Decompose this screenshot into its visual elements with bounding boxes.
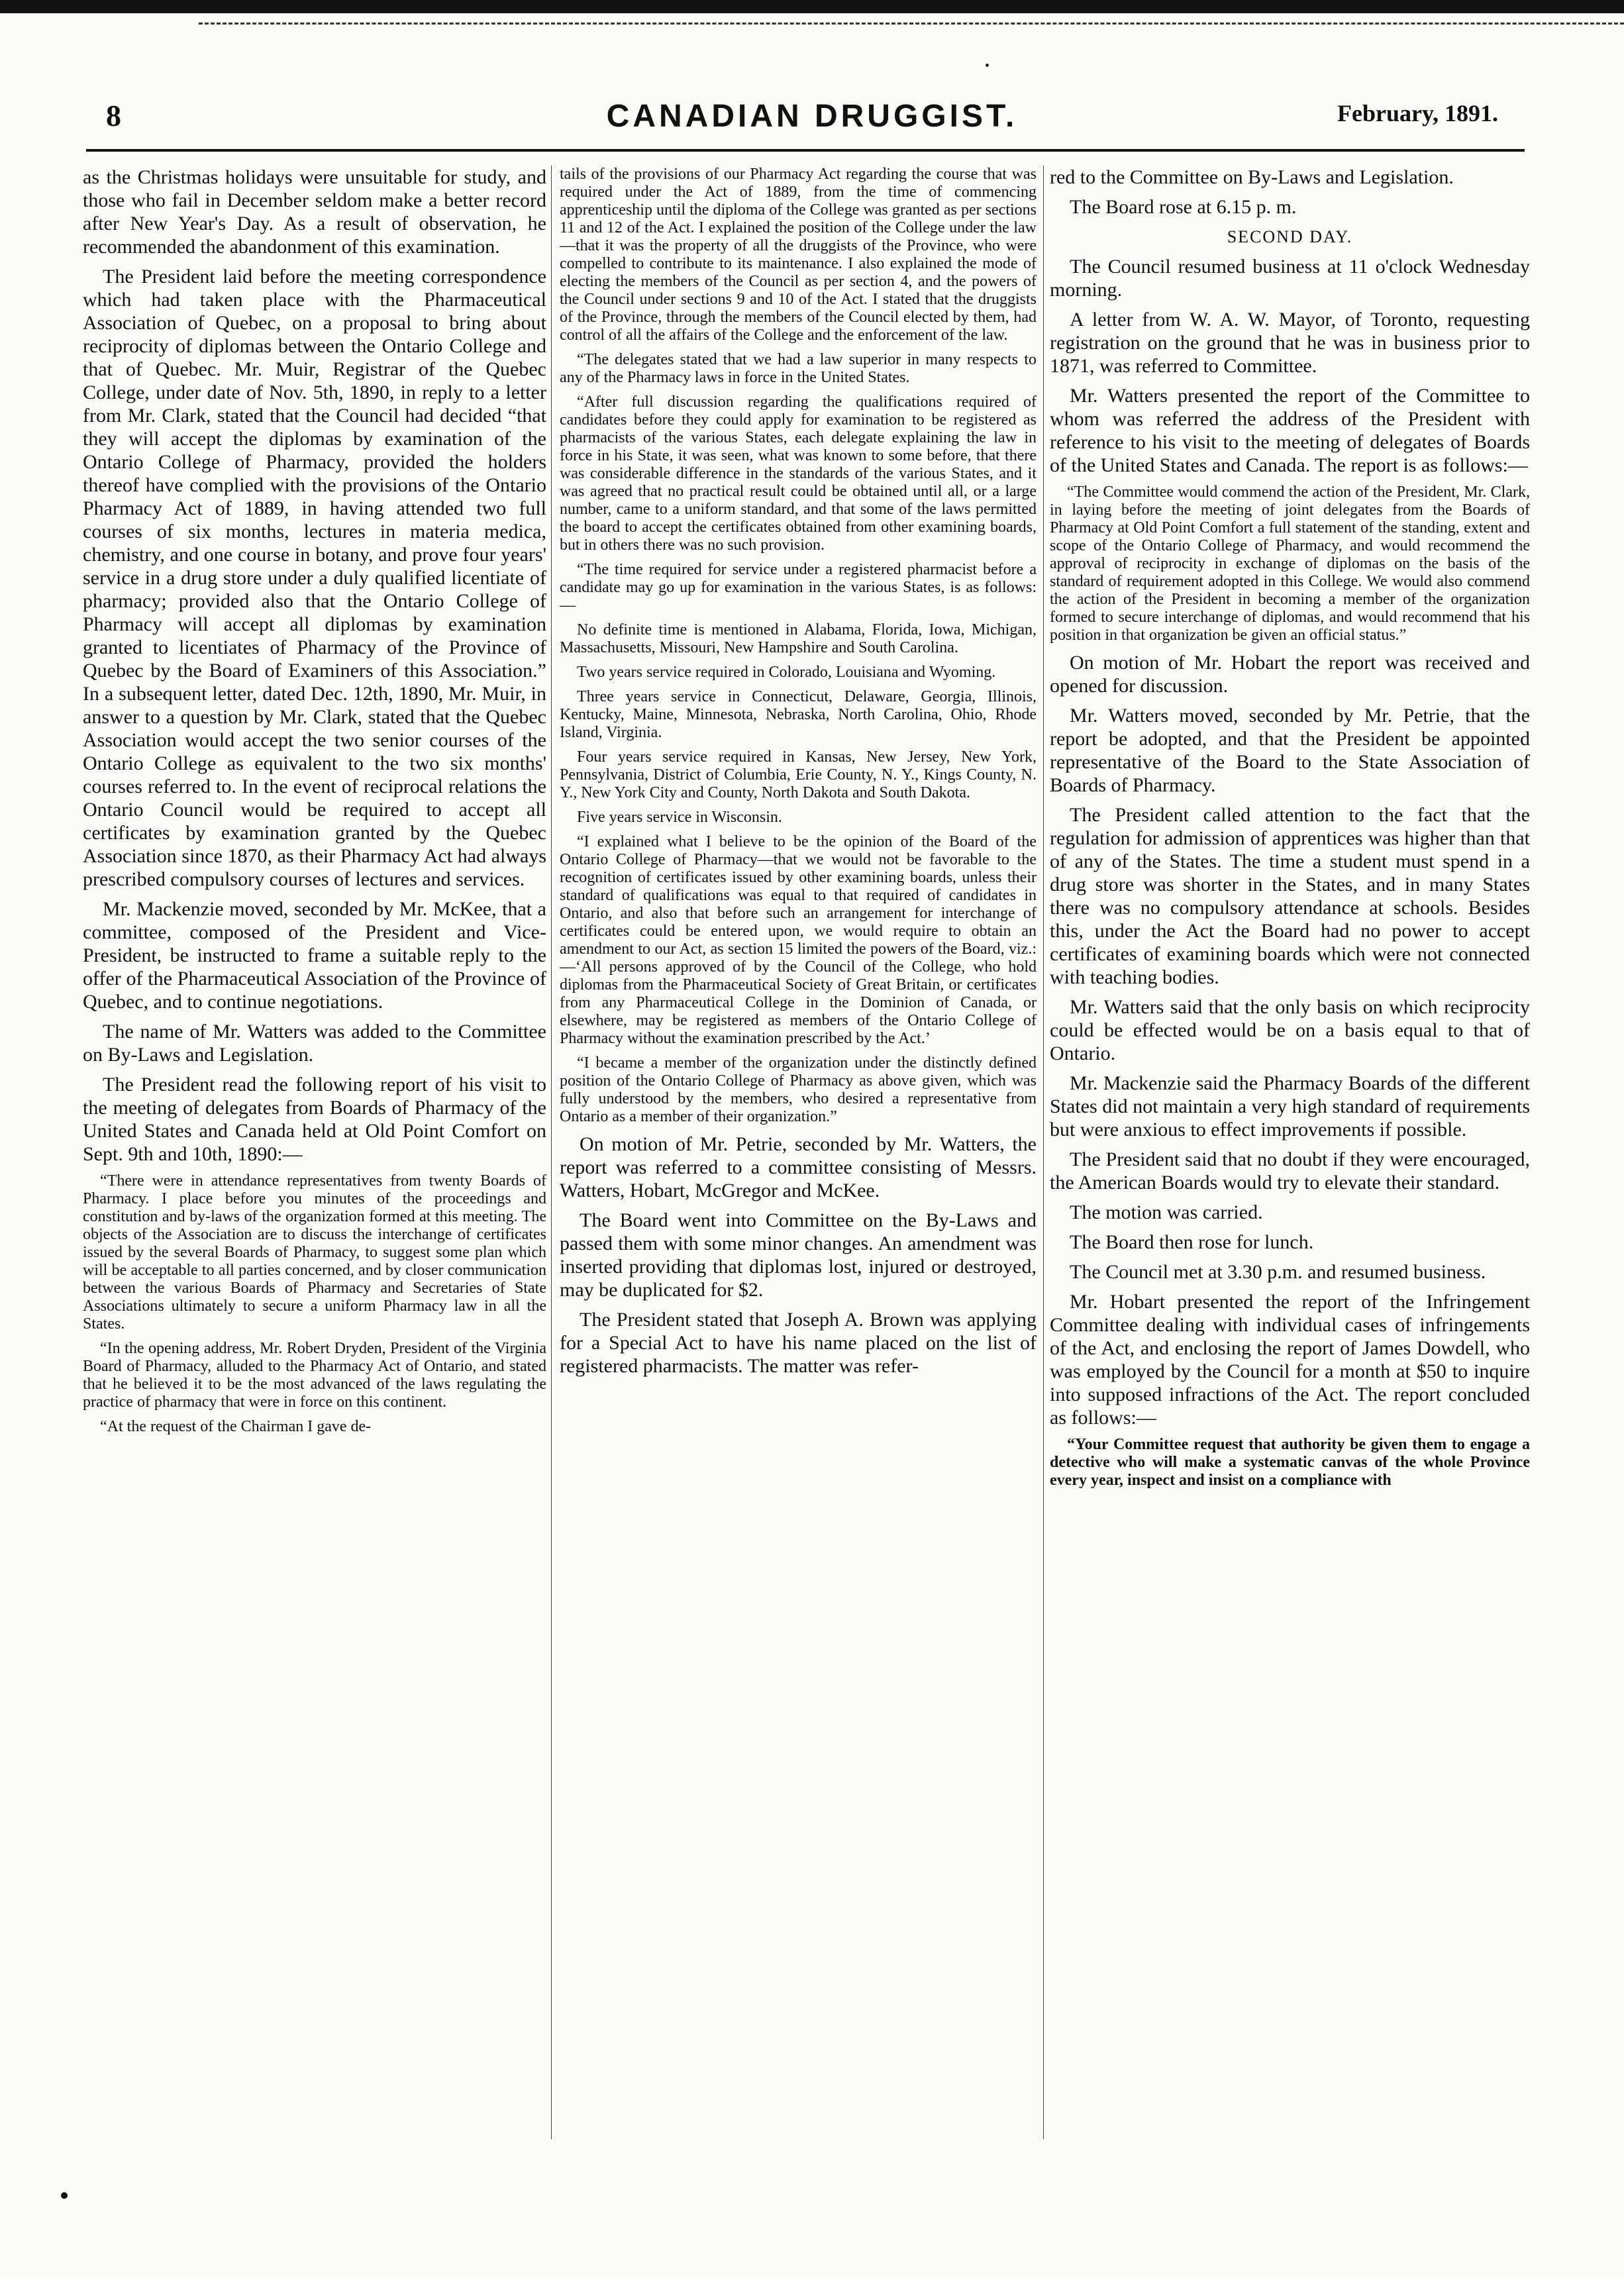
quoted-paragraph: “After full discussion regarding the qualifications required of candidates before they could apply for examination to be registered as pharmacists of the various States, each delegate explaining the law in force in his State, it was seen, what was known to some before, that there was considerable difference in the standards of the various States, and it was agreed that no practical result could be obtained until all, or a large number, came to a uniform standard, and that some of the laws permitted the board to accept the certificates obtained from other examining boards, but in others there was no such provision. bbox=[560, 393, 1037, 554]
paragraph: Mr. Watters said that the only basis on which reciprocity could be effected would be on a basis equal to that of Ontario. bbox=[1050, 996, 1530, 1064]
list-item: No definite time is mentioned in Alabama, Florida, Iowa, Michigan, Massachusetts, Missouri, New Hampshire and South Carolina. bbox=[560, 621, 1037, 656]
paragraph: The President stated that Joseph A. Brown was applying for a Special Act to have his name placed on the list of registered pharmacists. The matter was refer- bbox=[560, 1309, 1037, 1377]
quoted-paragraph: “The Committee would commend the action of the President, Mr. Clark, in laying before the meeting of joint delegates from the Boards of Pharmacy at Old Point Comfort a full statement of the standing, extent and scope of the Ontario College of Pharmacy, and would recommend the approval of reciprocity in exchange of diplomas on the basis of the standard of requirement adopted in this College. We would also commend the action of the President in becoming a member of the organization formed to secure interchange of diplomas, and would recommend that his position in that organization be given an official status.” bbox=[1050, 483, 1530, 644]
list-item: Three years service in Connecticut, Delaware, Georgia, Illinois, Kentucky, Maine, Minnesota, Nebraska, North Carolina, Ohio, Rhode Island, Virginia. bbox=[560, 688, 1037, 741]
paragraph: The Council resumed business at 11 o'clock Wednesday morning. bbox=[1050, 256, 1530, 301]
print-speck bbox=[986, 64, 989, 67]
column-3 bbox=[1050, 166, 1530, 2159]
paragraph: Mr. Hobart presented the report of the Infringement Committee dealing with individual cases of infringements of the Act, and enclosing the report of James Dowdell, who was employed by the Council for a month at $50 to inquire into supposed infractions of the Act. The report concluded as follows:— bbox=[1050, 1291, 1530, 1429]
paragraph: The Board then rose for lunch. bbox=[1070, 1231, 1314, 1253]
list-item: Two years service required in Colorado, Louisiana and Wyoming. bbox=[577, 664, 996, 681]
column-2 bbox=[560, 166, 1037, 2159]
quoted-paragraph: “I explained what I believe to be the opinion of the Board of the Ontario College of Pharmacy—that we would not be favorable to the recognition of certificates issued by other examining boards, unless their standard of qualifications was equal to that required of candidates in Ontario, and also that before such an arrangement for interchange of certificates could be entered upon, we would require to obtain an amendment to our Act, as section 15 limited the powers of the Board, viz.:—‘All persons approved of by the Council of the College, who hold diplomas from the Pharmaceutical Society of Great Britain, or certificates from any Pharmaceutical College in the Dominion of Canada, or elsewhere, may be registered as members of the Ontario College of Pharmacy without the examination prescribed by the Act.’ bbox=[560, 833, 1037, 1047]
top-border-bar bbox=[0, 0, 1624, 20]
issue-date: February, 1891. bbox=[1337, 100, 1498, 126]
paragraph: The President called attention to the fact that the regulation for admission of apprentices was higher than that of any of the States. The time a student must spend in a drug store was shorter in the States, and in many States there was no compulsory attendance at schools. Besides this, under the Act the Board had no power to accept certificates of examining boards which were not connected with teaching bodies. bbox=[1050, 804, 1530, 988]
paragraph: A letter from W. A. W. Mayor, of Toronto, requesting registration on the ground that he was in business prior to 1871, was referred to Committee. bbox=[1050, 309, 1530, 377]
paragraph: The motion was carried. bbox=[1070, 1201, 1263, 1223]
paragraph: The President laid before the meeting correspondence which had taken place with the Pharmaceutical Association of Quebec, on a proposal to bring about reciprocity of diplomas between the Ontario College and that of Quebec. Mr. Muir, Registrar of the Quebec College, under date of Nov. 5th, 1890, in reply to a letter from Mr. Clark, stated that the Council had decided “that they will accept the diplomas by examination of the Ontario College of Pharmacy, provided the holders thereof have complied with the provisions of the Ontario Pharmacy Act of 1889, in having attended two full courses of six months, lectures in materia medica, chemistry, and one course in botany, and prove four years' service in a drug store under a duly qualified licentiate of pharmacy; provided also that the Ontario College of Pharmacy will accept all diplomas by examination granted to licentiates of Pharmacy of the Province of Quebec by the Board of Examiners of this Association.” In a subsequent letter, dated Dec. 12th, 1890, Mr. Muir, in answer to a question by Mr. Clark, stated that the Quebec Association would accept the two senior courses of the Ontario College as equivalent to the two six months' courses referred to. In the event of reciprocal relations the Ontario Council would be required to accept all certificates by examination granted by the Quebec Association since 1870, as their Pharmacy Act had always prescribed compulsory courses of lectures and services. bbox=[83, 266, 546, 890]
quoted-paragraph: “The delegates stated that we had a law superior in many respects to any of the Pharmacy laws in force in the United States. bbox=[560, 351, 1037, 386]
quoted-paragraph: “Your Committee request that authority be given them to engage a detective who will make a systematic canvas of the whole Province every year, inspect and insist on a compliance with bbox=[1050, 1436, 1530, 1489]
quoted-paragraph: “At the request of the Chairman I gave de- bbox=[100, 1418, 372, 1435]
paragraph: The Board went into Committee on the By-Laws and passed them with some minor changes. An amendment was inserted providing that diplomas lost, injured or destroyed, may be duplicated for $2. bbox=[560, 1209, 1037, 1301]
list-item: Five years service in Wisconsin. bbox=[577, 809, 782, 826]
quoted-paragraph: tails of the provisions of our Pharmacy Act regarding the course that was required under the Act of 1889, from the time of commencing apprenticeship until the diploma of the College was granted as per sections 11 and 12 of the Act. I explained the position of the College under the law—that it was the property of all the druggists of the Province, who were compelled to contribute to its maintenance. I also explained the mode of electing the members of the Council as per section 4, and the powers of the Council under sections 9 and 10 of the Act. I stated that the druggists of the Province, through the members of the Council elected by them, had control of all the affairs of the College and the enforcement of the law. bbox=[560, 166, 1037, 344]
paragraph: The President read the following report of his visit to the meeting of delegates from Boards of Pharmacy of the United States and Canada held at Old Point Comfort on Sept. 9th and 10th, 1890:— bbox=[83, 1074, 546, 1165]
paragraph: On motion of Mr. Hobart the report was received and opened for discussion. bbox=[1050, 652, 1530, 697]
page-number: 8 bbox=[106, 99, 121, 132]
paragraph: On motion of Mr. Petrie, seconded by Mr. Watters, the report was referred to a committee consisting of Messrs. Watters, Hobart, McGregor and McKee. bbox=[560, 1133, 1037, 1201]
publication-title: CANADIAN DRUGGIST. bbox=[606, 99, 1018, 134]
print-dot bbox=[61, 2192, 68, 2199]
column-1 bbox=[83, 166, 546, 2159]
paragraph: The name of Mr. Watters was added to the Committee on By-Laws and Legislation. bbox=[83, 1021, 546, 1066]
paragraph: Mr. Mackenzie said the Pharmacy Boards of the different States did not maintain a very high standard of requirements but were anxious to effect improvements if possible. bbox=[1050, 1072, 1530, 1140]
quoted-paragraph: “There were in attendance representatives from twenty Boards of Pharmacy. I place before you minutes of the proceedings and constitution and by-laws of the organization formed at this meeting. The objects of the Association are to discuss the interchange of certificates issued by the several Boards of Pharmacy, to suggest some plan which will be acceptable to all parties concerned, and by closer communication between the various Boards of Pharmacy and Secretaries of State Associations ultimately to secure a uniform Pharmacy law in all the States. bbox=[83, 1172, 546, 1333]
quoted-paragraph: “I became a member of the organization under the distinctly defined position of the Ontario College of Pharmacy as above given, which was fully understood by the members, who desired a representative from Ontario as a member of their organization.” bbox=[560, 1054, 1037, 1125]
quoted-paragraph: “In the opening address, Mr. Robert Dryden, President of the Virginia Board of Pharmacy, alluded to the Pharmacy Act of Ontario, and stated that he believed it to be the most advanced of the laws regulating the practice of pharmacy that were in force on this continent. bbox=[83, 1340, 546, 1411]
paragraph: Mr. Mackenzie moved, seconded by Mr. McKee, that a committee, composed of the President and Vice-President, be instructed to frame a suitable reply to the offer of the Pharmaceutical Association of the Province of Quebec, and to continue negotiations. bbox=[83, 898, 546, 1013]
paragraph: The President said that no doubt if they were encouraged, the American Boards would try to elevate their standard. bbox=[1050, 1148, 1530, 1193]
paragraph: red to the Committee on By-Laws and Legislation. bbox=[1050, 166, 1454, 188]
paragraph: The Council met at 3.30 p.m. and resumed business. bbox=[1070, 1261, 1486, 1283]
paragraph: as the Christmas holidays were unsuitable for study, and those who fail in December seldom make a better record after New Year's Day. As a result of observation, he recommended the abandonment of this examination. bbox=[83, 166, 546, 258]
column-divider bbox=[551, 166, 552, 2139]
paragraph: Mr. Watters presented the report of the Committee to whom was referred the address of the President with reference to his visit to the meeting of delegates of Boards of the United States and Canada. The report is as follows:— bbox=[1050, 385, 1530, 476]
header-rule bbox=[86, 149, 1525, 152]
paragraph: The Board rose at 6.15 p. m. bbox=[1070, 196, 1297, 218]
quoted-paragraph: “The time required for service under a registered pharmacist before a candidate may go up for examination in the various States, is as follows:— bbox=[560, 561, 1037, 614]
top-dashed-rule bbox=[199, 23, 1624, 25]
column-divider bbox=[1043, 166, 1044, 2139]
paragraph: Mr. Watters moved, seconded by Mr. Petrie, that the report be adopted, and that the President be appointed representative of the Board to the State Association of Boards of Pharmacy. bbox=[1050, 705, 1530, 796]
section-heading: SECOND DAY. bbox=[1227, 227, 1353, 246]
list-item: Four years service required in Kansas, New Jersey, New York, Pennsylvania, District of Columbia, Erie County, N. Y., Kings County, N. Y., New York City and County, North Dakota and South Dakota. bbox=[560, 748, 1037, 801]
page-header bbox=[106, 93, 1518, 139]
